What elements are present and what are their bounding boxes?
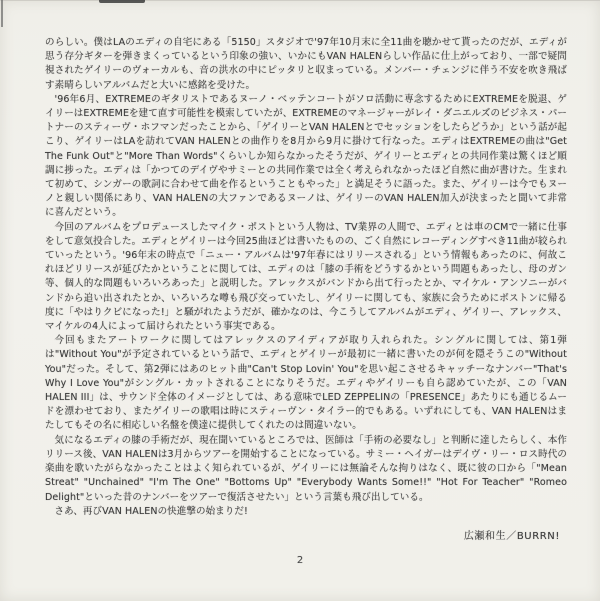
article-paragraph: '96年6月、EXTREMEのギタリストであるヌーノ・ベッテンコートがソロ活動に専念するためにEXTREMEを脱退、ゲイリーはEXTREMEを建て直す可能性を模索していたが、EXTREMEのマネージャーがレイ・ダニエルズのビジネス・パートナーのスティーヴ・ホフマンだったことから、「ゲイリーとVAN HALENとでセッションをしたらどうか」という話が起こり、ゲイリーはLAを訪れてVAN HALENとの曲作りを8月から9月に掛けて行なった。エディはEXTREMEの曲は"Get The Funk Out"と"More Than Words"くらいしか知らなかったそうだが、ゲイリーとエディとの共同作業は驚くほど順調に捗った。エディは「かつてのデイヴやサミーとの共同作業では全く考えられなかったほど自然に曲が書けた。生まれて初めて、シンガーの歌詞に合わせて曲を作るということもやった」と満足そうに語った。また、ゲイリーは今でもヌーノと親しい関係にあり、VAN HALENの大ファンであるヌーノは、ゲイリーのVAN HALEN加入が決まったと聞いて非常に喜んだという。 bbox=[45, 93, 567, 219]
article-body bbox=[45, 36, 567, 519]
page-number: 2 bbox=[296, 555, 304, 566]
article-closing-line: さあ、再びVAN HALENの快進撃の始まりだ! bbox=[54, 505, 248, 517]
article-paragraph: 気になるエディの膝の手術だが、現在聞いているところでは、医師は「手術の必要なし」と判断に達したらしく、本作リリース後、VAN HALENは3月からツアーを開始することになっている。サミー・ヘイガーはデイヴ・リー・ロス時代の楽曲を歌いたがらなかったことはよく知られているが、ゲイリーには無論そんな拘りはなく、既に彼の口から「"Mean Streat" "Unchained" "I'm The One" "Bottoms Up" "Everybody Wants Some!!" "Hot For Teacher" "Romeo Delight"といった昔のナンバーをツアーで復活させたい」という言葉も飛び出している。 bbox=[45, 434, 567, 503]
scan-artifact-mark bbox=[99, 0, 145, 3]
article-paragraph: のらしい。僕はLAのエディの自宅にある「5150」スタジオで'97年10月末に全11曲を聴かせて貰ったのだが、エディが思う存分ギターを弾きまくっているという印象の強い、いかにもVAN HALENらしい作品に仕上がっており、一部で疑問視されたゲイリーのヴォーカルも、音の洪水の中にピッタリと収まっている。メンバー・チェンジに伴う不安を吹き飛ばす素晴らしいアルバムだと大いに感銘を受けた。 bbox=[45, 37, 567, 91]
scan-top-edge-line bbox=[0, 0, 600, 1]
article-paragraph: 今回もまたアートワークに関してはアレックスのアイディアが取り入れられた。シングルに関しては、第1弾は"Without You"が予定されているという話で、エディとゲイリーが最初に一緒に書いたのが何を隠そうこの"Without You"だった。そして、第2弾にはあのヒット曲"Can't Stop Lovin' You"を思い起こさせるキャッチーなナンバー"That's Why I Love You"がシングル・カットされることになりそうだ。エディやゲイリーも自ら認めていたが、この「VAN HALEN III」は、サウンド全体のイメージとしては、ある意味でLED ZEPPELINの「PRESENCE」あたりにも通じるムードを漂わせており、またゲイリーの歌唱は時にスティーヴン・タイラー的でもある。いずれにしても、VAN HALENはまたしてもその名に相応しい名盤を僕達に提供してくれたのは間違いない。 bbox=[45, 335, 567, 432]
article-paragraph: 今回のアルバムをプロデュースしたマイク・ポストという人物は、TV業界の人間で、エディとは車のCMで一緒に仕事をして意気投合した。エディとゲイリーは今回25曲ほどは書いたものの、ごく自然にレコーディングすべき11曲が絞られていったという。'96年末の時点で「ニュー・アルバムは'97年春にはリリースされる」という情報もあったのに、何故これほどリリースが延びたかということに関しては、エディのは「膝の手術をどうするかという問題もあったし、母のガン等、個人的な問題もいろいろあった」と説明した。アレックスがバンドから出て行ったとか、マイケル・アンソニーがバンドから追い出されたとか、いろいろな噂も飛び交っていたし、ゲイリーに関しても、家族に会うためにボストンに帰る度に「やはりクビになった!」と騒がれたようだが、確かなのは、今こうしてアルバムがエディ、ゲイリー、アレックス、マイケルの4人によって届けられたという事実である。 bbox=[45, 221, 567, 333]
scan-artifact-left-line bbox=[1, 0, 3, 27]
author-credit: 広瀬和生／BURRN! bbox=[463, 531, 560, 542]
